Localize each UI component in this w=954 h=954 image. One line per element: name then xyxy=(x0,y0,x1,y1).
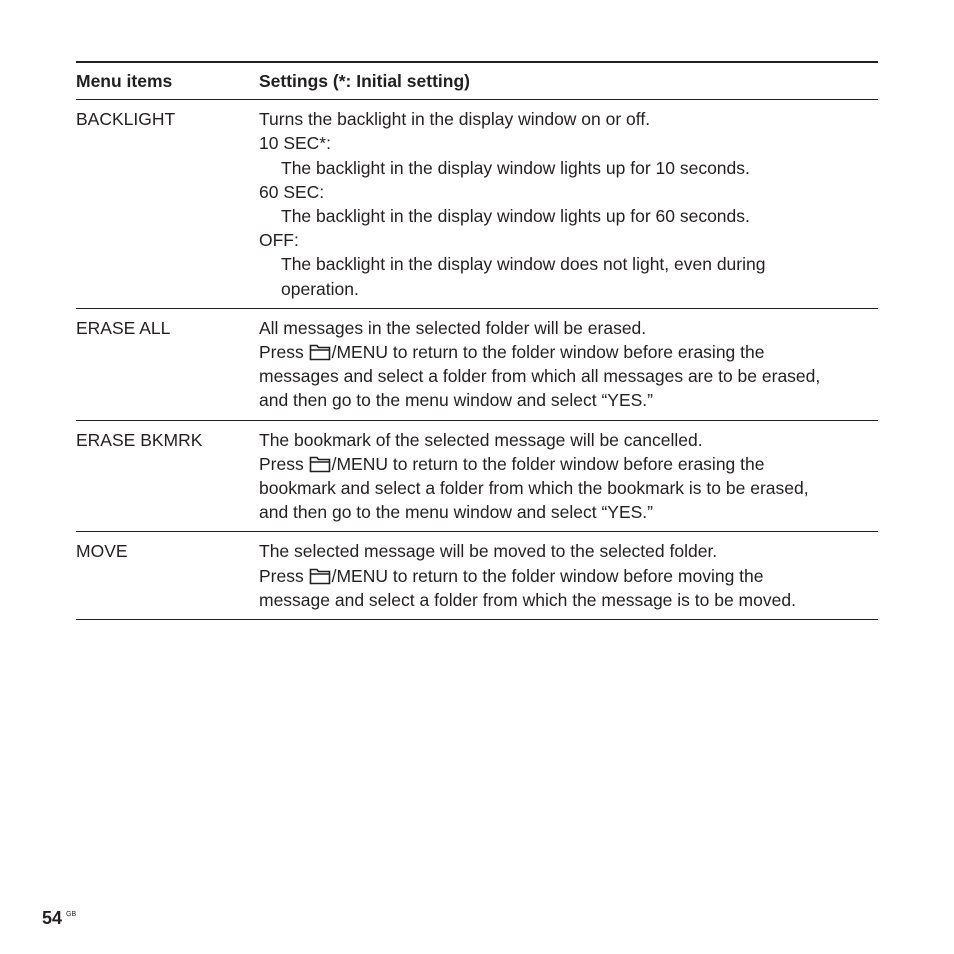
erase-all-lead: All messages in the selected folder will be erased. xyxy=(259,317,647,338)
backlight-option-60sec-desc: The backlight in the display window lights up for 60 seconds. xyxy=(281,206,750,227)
menu-item-erase-bkmrk: ERASE BKMRK xyxy=(76,429,203,450)
page-region: GB xyxy=(66,911,77,918)
erase-bkmrk-line2: bookmark and select a folder from which the bookmark is to be erased, xyxy=(259,478,809,499)
erase-all-settings xyxy=(259,316,878,413)
backlight-option-off-desc-2: operation. xyxy=(281,278,359,299)
move-rest1: /MENU to return to the folder window before moving the xyxy=(331,565,764,586)
move-press: Press xyxy=(259,565,309,586)
menu-item-erase-all: ERASE ALL xyxy=(76,317,171,338)
page-number: 54 xyxy=(42,908,63,928)
backlight-option-60sec: 60 SEC: xyxy=(259,181,325,202)
folder-icon xyxy=(309,455,331,473)
move-lead: The selected message will be moved to the selected folder. xyxy=(259,541,718,562)
backlight-lead: Turns the backlight in the display window on or off. xyxy=(259,109,651,130)
erase-bkmrk-press: Press xyxy=(259,453,309,474)
backlight-settings xyxy=(259,107,878,301)
header-settings: Settings (*: Initial setting) xyxy=(259,71,470,91)
erase-all-press: Press xyxy=(259,342,309,363)
table-row-move xyxy=(76,532,878,620)
backlight-option-10sec-desc: The backlight in the display window lights up for 10 seconds. xyxy=(281,157,750,178)
erase-all-line3: and then go to the menu window and select “YES.” xyxy=(259,390,653,411)
menu-item-move: MOVE xyxy=(76,541,128,562)
table-header-row xyxy=(76,63,878,100)
erase-bkmrk-rest1: /MENU to return to the folder window before erasing the xyxy=(331,453,765,474)
erase-bkmrk-lead: The bookmark of the selected message will be cancelled. xyxy=(259,429,703,450)
erase-all-line2: messages and select a folder from which all messages are to be erased, xyxy=(259,366,821,387)
menu-settings-table xyxy=(76,61,878,620)
table-row-backlight xyxy=(76,100,878,309)
move-press-line xyxy=(259,564,878,588)
table-row-erase-all xyxy=(76,309,878,421)
erase-all-press-line xyxy=(259,340,878,364)
menu-item-backlight: BACKLIGHT xyxy=(76,109,176,130)
move-line2: message and select a folder from which the message is to be moved. xyxy=(259,589,796,610)
backlight-option-off-desc-1: The backlight in the display window does not light, even during xyxy=(281,254,766,275)
header-menu-items: Menu items xyxy=(76,71,173,91)
backlight-option-10sec: 10 SEC*: xyxy=(259,133,331,154)
erase-all-rest1: /MENU to return to the folder window before erasing the xyxy=(331,342,765,363)
move-settings xyxy=(259,539,878,612)
erase-bkmrk-press-line xyxy=(259,452,878,476)
table-row-erase-bkmrk xyxy=(76,421,878,533)
erase-bkmrk-line3: and then go to the menu window and select “YES.” xyxy=(259,502,653,523)
folder-icon xyxy=(309,343,331,361)
folder-icon xyxy=(309,567,331,585)
erase-bkmrk-settings xyxy=(259,428,878,525)
backlight-option-off: OFF: xyxy=(259,230,299,251)
